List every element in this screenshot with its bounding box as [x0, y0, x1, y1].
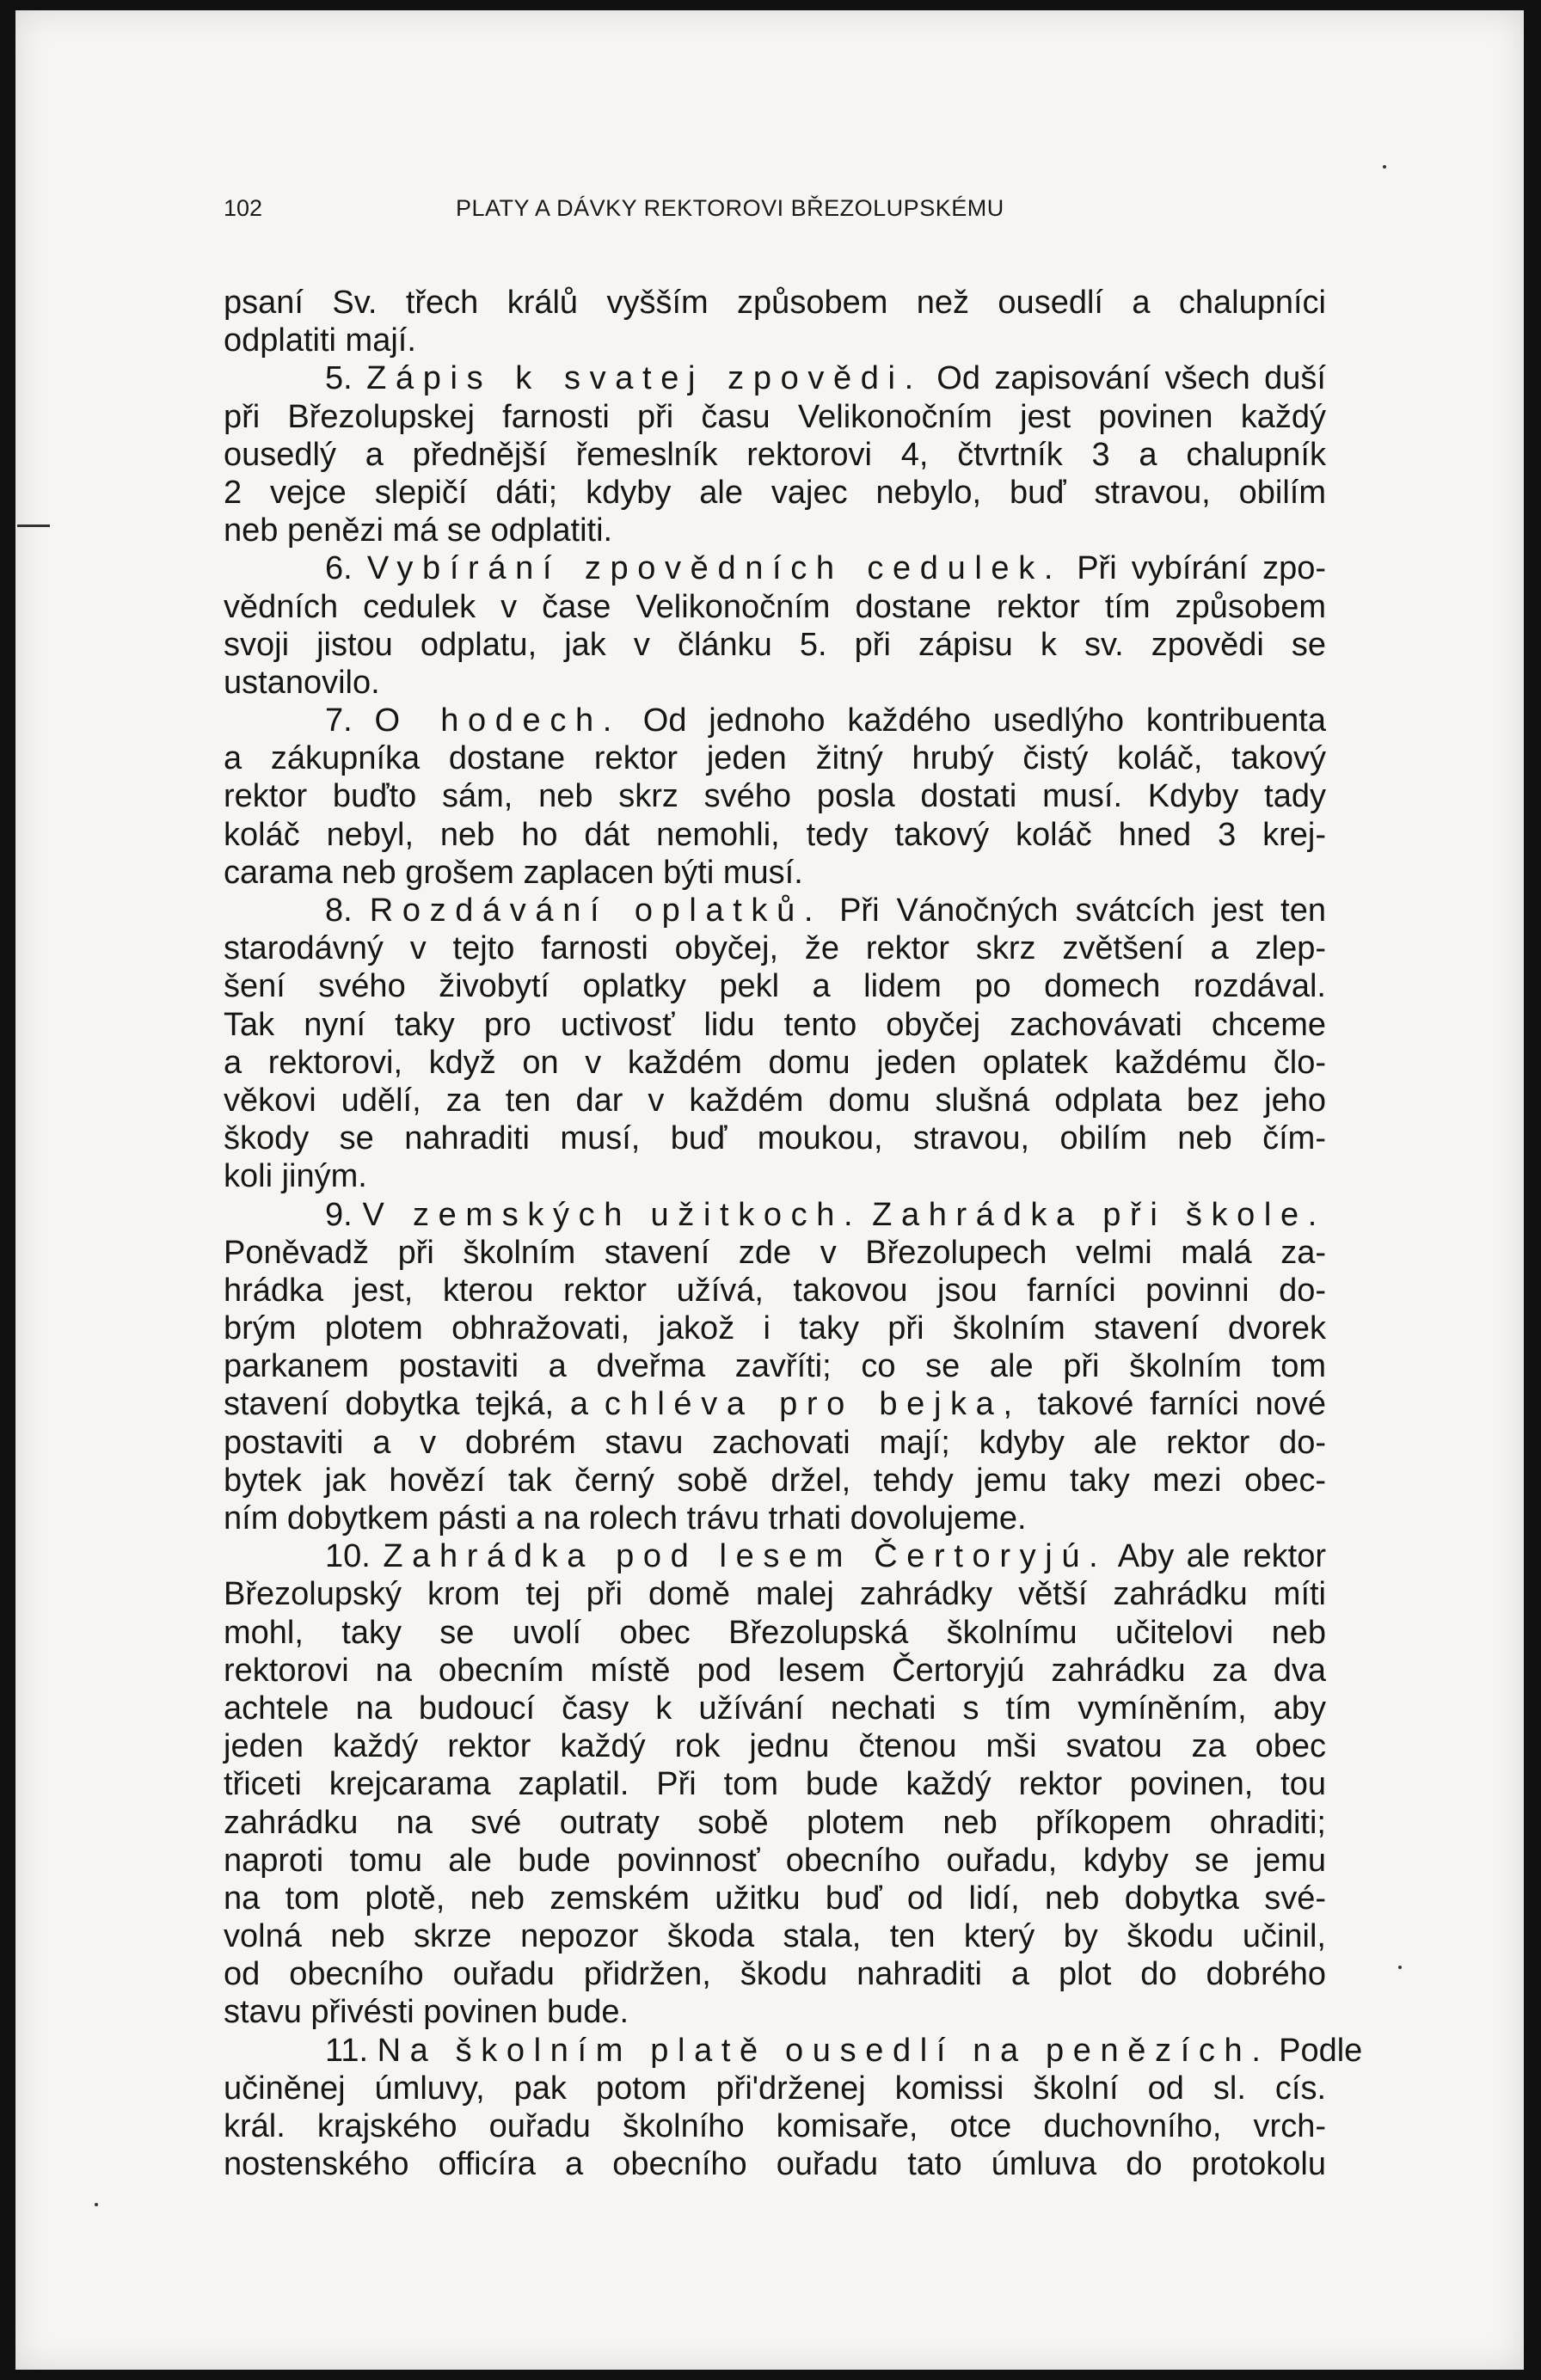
- text-line: postaviti a v dobrém stavu zachovati mají; kdyby ale rektor do-: [224, 1424, 1326, 1461]
- book-page: [15, 10, 1524, 2370]
- text-line: od obecního ouřadu přidržen, škodu nahraditi a plot do dobrého: [224, 1956, 1326, 1993]
- text-line: psaní Sv. třech králů vyšším způsobem než ousedlí a chalupníci: [224, 285, 1326, 321]
- section-title: Na školním platě ousedlí na penězích.: [377, 2032, 1270, 2069]
- text-line: achtele na budoucí časy k užívání nechati s tím vymíněním, aby: [224, 1690, 1326, 1727]
- text-line: parkanem postaviti a dveřma zavříti; co se ale při školním tom: [224, 1348, 1326, 1385]
- text-line: učiněnej úmluvy, pak potom při'drženej komissi školní od sl. cís.: [224, 2070, 1326, 2107]
- section-number: 10.: [325, 1538, 371, 1575]
- text-line: šení svého živobytí oplatky pekl a lidem po domech rozdával.: [224, 968, 1326, 1005]
- text-line: zahrádku na své outraty sobě plotem neb příkopem ohraditi;: [224, 1804, 1326, 1841]
- text-line: stavu přivésti povinen bude.: [224, 1994, 629, 2031]
- text-line: koláč nebyl, neb ho dát nemohli, tedy takový koláč hned 3 krej-: [224, 816, 1326, 853]
- section-heading-line: 5. Zápis k svatej zpovědi. Od zapisování všech duší: [325, 360, 1326, 397]
- section-heading-line: 10. Zahrádka pod lesem Čertoryjú. Aby ale rektor: [325, 1538, 1326, 1575]
- text-line: stavení dobytka tejká, a chléva pro bejka, takové farníci nové: [224, 1386, 1326, 1423]
- page-number: 102: [224, 195, 263, 221]
- section-number: 11.: [325, 2032, 369, 2069]
- section-title: Vybírání zpovědních cedulek.: [366, 550, 1063, 587]
- scan-speck: [1398, 1966, 1402, 1969]
- text-line: škody se nahraditi musí, buď moukou, stravou, obilím neb čím-: [224, 1120, 1326, 1157]
- section-heading-line: [224, 1196, 1326, 1234]
- section-heading-line: 8. Rozdávání oplatků. Při Vánočných svátcích jest ten: [325, 892, 1326, 929]
- text-line: naproti tomu ale bude povinnosť obecního ouřadu, kdyby se jemu: [224, 1842, 1326, 1879]
- text-line: věkovi udělí, za ten dar v každém domu slušná odplata bez jeho: [224, 1082, 1326, 1119]
- section-number: 8.: [325, 892, 353, 929]
- text-line: koli jiným.: [224, 1158, 367, 1195]
- text-line: a zákupníka dostane rektor jeden žitný hrubý čistý koláč, takový: [224, 740, 1326, 777]
- text-line: ousedlý a přednější řemeslník rektorovi 4, čtvrtník 3 a chalupník: [224, 436, 1326, 473]
- text-line: ustanovilo.: [224, 664, 380, 701]
- text-line: bytek jak hovězí tak černý sobě držel, tehdy jemu taky mezi obec-: [224, 1462, 1326, 1499]
- text-line: carama neb grošem zaplacen býti musí.: [224, 854, 803, 891]
- section-title: Zápis k svatej zpovědi.: [366, 360, 923, 397]
- text-line: hrádka jest, kterou rektor užívá, takovou jsou farníci povinni do-: [224, 1272, 1326, 1309]
- section-title: Zahrádka pod lesem Čertoryjú.: [383, 1538, 1108, 1575]
- text-line: Poněvadž při školním stavení zde v Březolupech velmi malá za-: [224, 1234, 1326, 1271]
- scan-speck: [95, 2203, 98, 2206]
- text-line: volná neb skrze nepozor škoda stala, ten který by škodu učinil,: [224, 1918, 1326, 1955]
- section-number: 5.: [325, 360, 353, 397]
- text-line: 2 vejce slepičí dáti; kdyby ale vajec nebylo, buď stravou, obilím: [224, 474, 1326, 511]
- section-heading-line: 11. Na školním platě ousedlí na penězích. Podle: [325, 2032, 1363, 2069]
- text-line: král. krajského ouřadu školního komisaře, otce duchovního, vrch-: [224, 2108, 1326, 2144]
- section-subtitle: Zahrádka při škole.: [872, 1196, 1326, 1233]
- section-number: 9.: [325, 1196, 353, 1233]
- section-number: 7.: [325, 702, 353, 739]
- text-line: vědních cedulek v čase Velikonočním dostane rektor tím způsobem: [224, 588, 1326, 625]
- text-line: Březolupský krom tej při domě malej zahrádky větší zahrádku míti: [224, 1576, 1326, 1613]
- text-line: mohl, taky se uvolí obec Březolupská školnímu učitelovi neb: [224, 1614, 1326, 1651]
- section-title: O hodech.: [374, 702, 621, 739]
- text-line: na tom plotě, neb zemském užitku buď od lidí, neb dobytka své-: [224, 1880, 1326, 1917]
- section-heading-line: 7. O hodech. Od jednoho každého usedlýho kontribuenta: [325, 702, 1326, 739]
- running-title: PLATY A DÁVKY REKTOROVI BŘEZOLUPSKÉMU: [456, 195, 1004, 221]
- section-title: Rozdávání oplatků.: [369, 892, 823, 929]
- section-heading-line: 6. Vybírání zpovědních cedulek. Při vybírání zpo-: [325, 550, 1326, 587]
- text-line: jeden každý rektor každý rok jednu čtenou mši svatou za obec: [224, 1728, 1326, 1765]
- text-line: svoji jistou odplatu, jak v článku 5. při zápisu k sv. zpovědi se: [224, 626, 1326, 663]
- text-line: rektorovi na obecním místě pod lesem Čertoryjú zahrádku za dva: [224, 1652, 1326, 1689]
- section-number: 6.: [325, 550, 353, 587]
- text-line: odplatiti mají.: [224, 322, 416, 359]
- text-line: a rektorovi, když on v každém domu jeden oplatek každému člo-: [224, 1044, 1326, 1081]
- section-title: V zemských užitkoch.: [362, 1196, 863, 1233]
- text-line: Tak nyní taky pro uctivosť lidu tento obyčej zachovávati chceme: [224, 1006, 1326, 1043]
- scan-mark: [17, 524, 50, 527]
- page-header: [224, 195, 1326, 230]
- scan-speck: [1383, 165, 1386, 169]
- text-line: brým plotem obhražovati, jakož i taky při školním stavení dvorek: [224, 1310, 1326, 1347]
- text-line: rektor buďto sám, neb skrz svého posla dostati musí. Kdyby tady: [224, 778, 1326, 815]
- text-line: třiceti krejcarama zaplatil. Při tom bude každý rektor povinen, tou: [224, 1766, 1326, 1803]
- text-line: při Březolupskej farnosti při času Velikonočním jest povinen každý: [224, 398, 1326, 435]
- body-text: [224, 284, 1363, 2183]
- text-line: nostenského officíra a obecního ouřadu tato úmluva do protokolu: [224, 2146, 1326, 2183]
- text-line: ním dobytkem pásti a na rolech trávu trhati dovolujeme.: [224, 1500, 1027, 1537]
- emphasis-text: chléva pro bejka,: [604, 1386, 1022, 1423]
- text-line: starodávný v tejto farnosti obyčej, že rektor skrz zvětšení a zlep-: [224, 930, 1326, 967]
- text-line: neb penězi má se odplatiti.: [224, 512, 613, 549]
